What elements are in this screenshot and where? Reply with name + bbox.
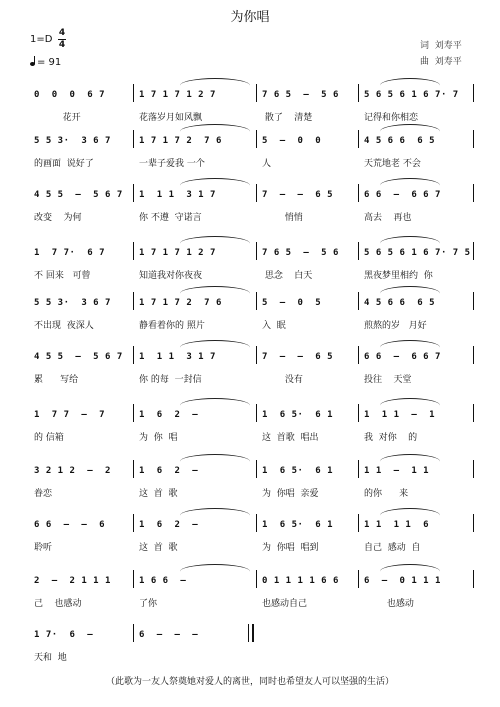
tempo-value: = 91 xyxy=(37,57,62,68)
barline xyxy=(256,84,257,102)
measure-notes: 0 1 1 1 1 6 6 xyxy=(262,576,339,586)
key-signature: 1=D xyxy=(30,34,53,45)
notation-row xyxy=(30,630,475,644)
measure-notes: 4 5 6 6 6 5 xyxy=(364,136,436,146)
slur-mark xyxy=(180,78,250,93)
barline xyxy=(256,570,257,588)
credit-name: 刘寿平 xyxy=(434,57,462,67)
barline xyxy=(256,460,257,478)
slur-mark xyxy=(180,454,250,469)
measure-lyrics: 天荒地老 不会 xyxy=(364,159,421,169)
measure-lyrics: 你 不遵 守诺言 xyxy=(139,213,202,223)
measure-lyrics: 己 也感动 xyxy=(34,599,82,609)
measure-lyrics: 的你 来 xyxy=(364,489,409,499)
measure-lyrics: 这 首歌 唱出 xyxy=(262,433,319,443)
score-system xyxy=(30,520,475,564)
barline xyxy=(133,242,134,260)
measure-lyrics: 高去 再也 xyxy=(364,213,412,223)
slur-mark xyxy=(180,340,250,355)
measure-notes: 6 6 – – 6 xyxy=(34,520,106,530)
meter-top: 4 xyxy=(58,28,66,38)
notation-row xyxy=(30,576,475,590)
score-system xyxy=(30,576,475,620)
measure-lyrics: 改变 为何 xyxy=(34,213,82,223)
barline xyxy=(256,404,257,422)
measure-lyrics: 知道我对你夜夜 xyxy=(139,271,203,281)
measure-notes: 5 – 0 5 xyxy=(262,298,322,308)
lyric-row xyxy=(30,540,475,554)
barline xyxy=(133,84,134,102)
slur-mark xyxy=(380,454,440,469)
measure-lyrics: 悄悄 xyxy=(262,213,303,223)
score-system xyxy=(30,352,475,396)
measure-notes: 1 6 6 – xyxy=(139,576,187,586)
measure-notes: 6 – – – xyxy=(139,630,199,640)
measure-lyrics: 自己 感动 自 xyxy=(364,543,421,553)
measure-lyrics: 这 首 歌 xyxy=(139,543,178,553)
score-system xyxy=(30,190,475,234)
notation-row xyxy=(30,248,475,262)
barline xyxy=(358,514,359,532)
barline xyxy=(358,346,359,364)
final-barline xyxy=(248,624,254,642)
barline xyxy=(473,184,474,202)
measure-notes: 1 1 1 3 1 7 xyxy=(139,352,216,362)
barline xyxy=(473,130,474,148)
lyric-row xyxy=(30,318,475,332)
measure-lyrics: 一辈子爱我 一个 xyxy=(139,159,205,169)
measure-lyrics: 的 信箱 xyxy=(34,433,64,443)
barline xyxy=(358,404,359,422)
score-system xyxy=(30,630,475,674)
measure-notes: 5 5 3· 3 6 7 xyxy=(34,136,111,146)
lyric-row xyxy=(30,210,475,224)
measure-notes: 1 7 1 7 2 7 6 xyxy=(139,298,222,308)
barline xyxy=(473,404,474,422)
measure-lyrics: 这 首 歌 xyxy=(139,489,178,499)
barline xyxy=(473,570,474,588)
slur-mark xyxy=(380,78,440,93)
slur-mark xyxy=(180,236,250,251)
measure-notes: 1 1 1 3 1 7 xyxy=(139,190,216,200)
slur-mark xyxy=(380,398,440,413)
song-title: 为你唱 xyxy=(230,10,270,25)
lyric-row xyxy=(30,486,475,500)
slur-mark xyxy=(180,286,250,301)
measure-lyrics: 不 回来 可曾 xyxy=(34,271,91,281)
barline xyxy=(358,292,359,310)
lyric-row xyxy=(30,110,475,124)
measure-notes: 5 6 5 6 1 6 7· 7 xyxy=(364,90,459,100)
barline xyxy=(473,242,474,260)
measure-notes: 1 7 1 7 1 2 7 xyxy=(139,90,216,100)
measure-lyrics: 天和 地 xyxy=(34,653,67,663)
measure-notes: 7 6 5 – 5 6 xyxy=(262,248,339,258)
barline xyxy=(358,570,359,588)
measure-notes: 7 6 5 – 5 6 xyxy=(262,90,339,100)
measure-notes: 5 6 5 6 1 6 7· 7 5 xyxy=(364,248,471,258)
barline xyxy=(133,292,134,310)
measure-lyrics: 聆听 xyxy=(34,543,53,553)
measure-lyrics: 人 xyxy=(262,159,272,169)
lyricist-credit xyxy=(420,38,462,51)
footnote: （此歌为一友人祭奠她对爱人的离世，同时也希望友人可以坚强的生活） xyxy=(105,677,394,687)
measure-notes: 0 0 0 6 7 xyxy=(34,90,106,100)
score-system xyxy=(30,298,475,342)
measure-notes: 1 1 – 1 1 xyxy=(364,466,430,476)
slur-mark xyxy=(180,124,250,139)
measure-notes: 1 1 1 – 1 xyxy=(364,410,436,420)
measure-notes: 1 7 1 7 1 2 7 xyxy=(139,248,216,258)
measure-notes: 1 7· 6 – xyxy=(34,630,94,640)
barline xyxy=(358,460,359,478)
measure-lyrics: 也感动自己 xyxy=(262,599,308,609)
measure-notes: 1 1 1 1 6 xyxy=(364,520,430,530)
measure-lyrics: 为 你 唱 xyxy=(139,433,178,443)
measure-lyrics: 散了 清楚 xyxy=(262,113,313,123)
barline xyxy=(256,242,257,260)
notation-row xyxy=(30,352,475,366)
score-system xyxy=(30,410,475,454)
measure-lyrics: 没有 xyxy=(262,375,303,385)
measure-notes: 1 6 2 – xyxy=(139,410,199,420)
measure-notes: 6 – 0 1 1 1 xyxy=(364,576,441,586)
measure-notes: 4 5 5 – 5 6 7 xyxy=(34,190,123,200)
slur-mark xyxy=(380,508,440,523)
measure-notes: 1 7 1 7 2 7 6 xyxy=(139,136,222,146)
measure-lyrics: 为 你唱 唱到 xyxy=(262,543,319,553)
barline xyxy=(358,242,359,260)
measure-lyrics: 煎熬的岁 月好 xyxy=(364,321,427,331)
barline xyxy=(133,404,134,422)
barline xyxy=(256,292,257,310)
measure-lyrics: 思念 白天 xyxy=(262,271,313,281)
measure-lyrics: 记得和你相恋 xyxy=(364,113,419,123)
lyric-row xyxy=(30,268,475,282)
credit-role: 曲 xyxy=(420,57,430,67)
credit-role: 词 xyxy=(420,41,430,51)
measure-lyrics: 不出现 夜深人 xyxy=(34,321,94,331)
measure-lyrics: 入 眠 xyxy=(262,321,286,331)
slur-mark xyxy=(380,124,440,139)
notation-row xyxy=(30,190,475,204)
notation-row xyxy=(30,410,475,424)
measure-notes: 1 6 5· 6 1 xyxy=(262,520,334,530)
barline xyxy=(133,460,134,478)
notation-row xyxy=(30,520,475,534)
measure-notes: 5 – 0 0 xyxy=(262,136,322,146)
measure-notes: 1 6 2 – xyxy=(139,520,199,530)
measure-notes: 4 5 6 6 6 5 xyxy=(364,298,436,308)
measure-lyrics: 累 写给 xyxy=(34,375,79,385)
measure-notes: 5 5 3· 3 6 7 xyxy=(34,298,111,308)
measure-notes: 1 6 5· 6 1 xyxy=(262,466,334,476)
measure-notes: 3 2 1 2 – 2 xyxy=(34,466,111,476)
measure-lyrics: 你 的每 一封信 xyxy=(139,375,202,385)
lyric-row xyxy=(30,596,475,610)
measure-lyrics: 花开 xyxy=(34,113,81,123)
barline xyxy=(256,184,257,202)
measure-lyrics: 黑夜梦里相约 你 xyxy=(364,271,433,281)
tempo-mark xyxy=(30,57,61,68)
barline xyxy=(133,514,134,532)
barline xyxy=(473,84,474,102)
barline xyxy=(473,292,474,310)
measure-lyrics: 为 你唱 亲爱 xyxy=(262,489,319,499)
barline xyxy=(473,346,474,364)
measure-notes: 1 7 7 – 7 xyxy=(34,410,106,420)
barline xyxy=(133,346,134,364)
barline xyxy=(358,130,359,148)
measure-lyrics: 静看着你的 照片 xyxy=(139,321,205,331)
measure-lyrics: 的画面 说好了 xyxy=(34,159,94,169)
measure-notes: 7 – – 6 5 xyxy=(262,190,334,200)
barline xyxy=(358,84,359,102)
measure-lyrics: 我 对你 的 xyxy=(364,433,418,443)
lyric-row xyxy=(30,372,475,386)
slur-mark xyxy=(380,178,440,193)
barline xyxy=(473,514,474,532)
slur-mark xyxy=(180,508,250,523)
score-system xyxy=(30,136,475,180)
notation-row xyxy=(30,298,475,312)
slur-mark xyxy=(380,236,440,251)
measure-notes: 1 6 5· 6 1 xyxy=(262,410,334,420)
quarter-note-icon xyxy=(30,62,35,66)
slur-mark xyxy=(180,398,250,413)
composer-credit xyxy=(420,54,462,67)
barline xyxy=(133,570,134,588)
barline xyxy=(358,184,359,202)
barline xyxy=(133,624,134,642)
measure-notes: 2 – 2 1 1 1 xyxy=(34,576,111,586)
measure-notes: 7 – – 6 5 xyxy=(262,352,334,362)
slur-mark xyxy=(380,564,440,579)
notation-row xyxy=(30,466,475,480)
measure-notes: 4 5 5 – 5 6 7 xyxy=(34,352,123,362)
barline xyxy=(256,130,257,148)
measure-notes: 1 6 2 – xyxy=(139,466,199,476)
measure-lyrics: 也感动 xyxy=(364,599,414,609)
barline xyxy=(133,184,134,202)
measure-lyrics: 花落岁月如风飘 xyxy=(139,113,203,123)
barline xyxy=(256,514,257,532)
slur-mark xyxy=(180,178,250,193)
credit-name: 刘寿平 xyxy=(434,41,462,51)
score-system xyxy=(30,466,475,510)
measure-lyrics: 了你 xyxy=(139,599,158,609)
meter-bottom: 4 xyxy=(58,40,66,50)
barline xyxy=(256,346,257,364)
slur-mark xyxy=(180,564,250,579)
slur-mark xyxy=(380,286,440,301)
notation-row xyxy=(30,136,475,150)
barline xyxy=(473,460,474,478)
lyric-row xyxy=(30,650,475,664)
measure-notes: 6 6 – 6 6 7 xyxy=(364,190,441,200)
measure-notes: 6 6 – 6 6 7 xyxy=(364,352,441,362)
lyric-row xyxy=(30,430,475,444)
notation-row xyxy=(30,90,475,104)
measure-lyrics: 投往 天堂 xyxy=(364,375,412,385)
measure-notes: 1 7 7· 6 7 xyxy=(34,248,106,258)
measure-lyrics: 眷恋 xyxy=(34,489,53,499)
time-signature xyxy=(58,29,66,50)
barline xyxy=(133,130,134,148)
slur-mark xyxy=(380,340,440,355)
lyric-row xyxy=(30,156,475,170)
